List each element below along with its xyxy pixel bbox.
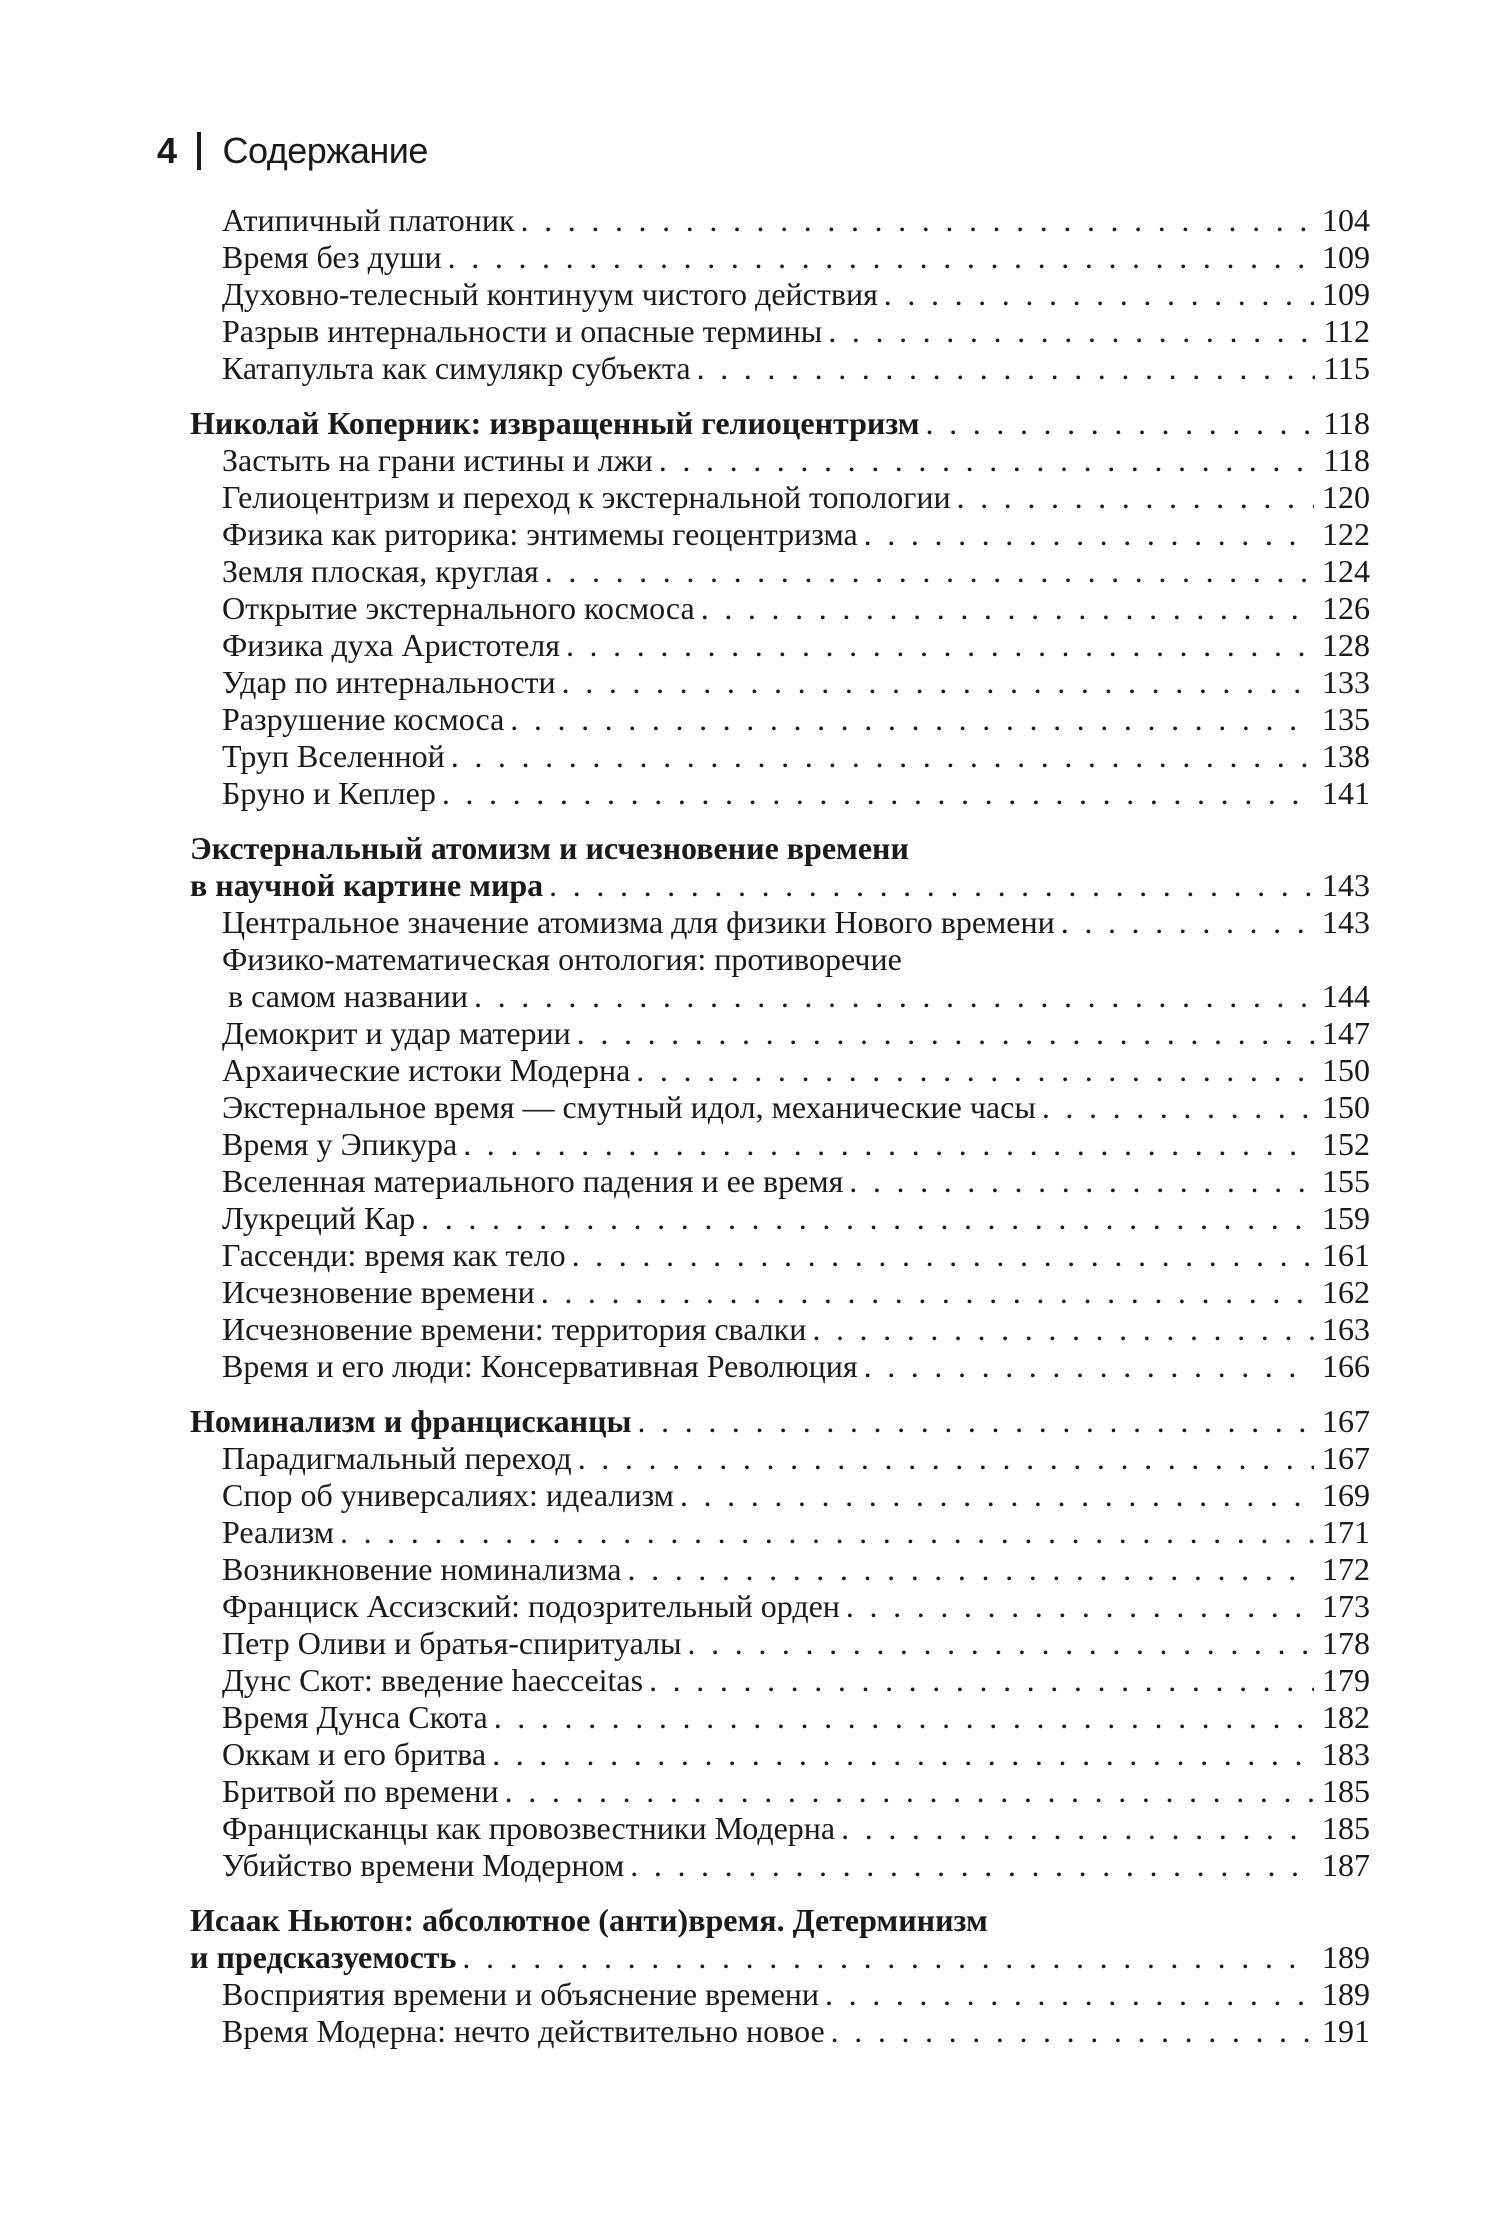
toc-item-page-number: 126 [1322,590,1370,626]
dot-leader [825,1976,1314,2013]
dot-leader [701,590,1314,627]
toc-item-title: Физика как риторика: энтимемы геоцентризма [222,516,858,552]
toc-item-title: Земля плоская, круглая [222,553,539,589]
toc-item[interactable] [190,904,1370,941]
toc-item-page-number: 150 [1322,1052,1370,1088]
toc-item-title: Физика духа Аристотеля [222,627,560,663]
toc-item-page-number: 141 [1322,775,1370,811]
toc-item-page-number: 171 [1322,1514,1370,1550]
dot-leader [841,1810,1314,1847]
dot-leader [577,1015,1314,1052]
toc-item[interactable] [190,1163,1370,1200]
toc-item-title: Возникновение номинализма [222,1551,622,1587]
toc-chapter-entry[interactable] [190,1939,1370,1976]
dot-leader [448,239,1314,276]
toc-item-page-number: 109 [1322,239,1370,275]
toc-item[interactable] [190,1126,1370,1163]
dot-leader [957,479,1314,516]
toc-item-title: Архаические истоки Модерна [222,1052,631,1088]
toc-item[interactable] [190,1736,1370,1773]
toc-item-title: Открытие экстернального космоса [222,590,695,626]
toc-item-page-number: 155 [1322,1163,1370,1199]
toc-item[interactable] [190,1976,1370,2013]
dot-leader [494,1699,1314,1736]
toc-section [190,405,1370,812]
toc-section [190,202,1370,387]
toc-section [190,1902,1370,2050]
dot-leader [442,775,1314,812]
dot-leader [680,1477,1314,1514]
dot-leader [1042,1089,1314,1126]
toc-item-title: Труп Вселенной [222,738,445,774]
toc-section [190,1403,1370,1884]
dot-leader [659,442,1315,479]
toc-item-title: Удар по интернальности [222,664,556,700]
chapter-title-line: Исаак Ньютон: абсолютное (анти)время. Детерминизм [190,1902,988,1938]
toc-item-title: Центральное значение атомизма для физики Нового времени [222,904,1055,940]
toc-item-page-number: 191 [1322,2013,1370,2049]
dot-leader [926,405,1316,442]
toc-item[interactable] [190,1237,1370,1274]
toc-item-title: Разрушение космоса [222,701,505,737]
toc-item[interactable] [190,1015,1370,1052]
toc-item[interactable] [190,276,1370,313]
toc-item-page-number: 185 [1322,1810,1370,1846]
page-number: 4 [157,130,177,171]
toc-item[interactable] [190,350,1370,387]
toc-item-page-number: 104 [1322,202,1370,238]
toc-item-page-number: 172 [1322,1551,1370,1587]
toc-item-page-number: 133 [1322,664,1370,700]
toc-item-title: Гассенди: время как тело [222,1237,566,1273]
toc-item[interactable] [190,1200,1370,1237]
toc-item-page-number: 166 [1322,1348,1370,1384]
toc-item[interactable] [190,1348,1370,1385]
toc-item-title: Реализм [222,1514,334,1550]
dot-leader [849,1163,1314,1200]
dot-leader [649,1662,1314,1699]
toc-item-page-number: 143 [1322,904,1370,940]
toc-item-page-number: 183 [1322,1736,1370,1772]
dot-leader [340,1514,1314,1551]
toc-item[interactable] [190,1625,1370,1662]
toc-item-page-number: 109 [1322,276,1370,312]
toc-item[interactable] [190,590,1370,627]
dot-leader [451,738,1314,775]
chapter-title: Николай Коперник: извращенный гелиоцентризм [190,405,920,441]
toc-item-page-number: 128 [1322,627,1370,663]
toc-item-title: Время без души [222,239,442,275]
toc-item-title: Оккам и его бритва [222,1736,487,1772]
dot-leader [697,350,1316,387]
toc-item-title: Время Дунса Скота [222,1699,488,1735]
dot-leader [638,1403,1314,1440]
toc-item-title: Время Модерна: нечто действительно новое [222,2013,825,2049]
dot-leader [831,2013,1314,2050]
toc-item-title: Восприятия времени и объяснение времени [222,1976,820,2012]
toc-chapter-entry[interactable] [190,867,1370,904]
toc-item-title: Вселенная материального падения и ее время [222,1163,844,1199]
toc-item-page-number: 120 [1322,479,1370,515]
toc-item-title: Время у Эпикура [222,1126,458,1162]
chapter-page-number: 118 [1323,405,1370,441]
toc-item-page-number: 187 [1322,1847,1370,1883]
header-separator [197,132,201,170]
toc-item-page-number: 147 [1322,1015,1370,1051]
toc-item-page-number: 152 [1322,1126,1370,1162]
toc-item-page-number: 138 [1322,738,1370,774]
running-title: Содержание [222,130,428,171]
toc-item-page-number: 115 [1323,350,1370,386]
toc-item[interactable] [190,1588,1370,1625]
toc-item[interactable] [190,1089,1370,1126]
dot-leader [828,313,1315,350]
toc-item-page-number: 167 [1322,1440,1370,1476]
toc-item-page-number: 144 [1322,978,1370,1014]
toc-section [190,830,1370,1385]
toc-item[interactable] [190,2013,1370,2050]
toc-item[interactable] [190,1477,1370,1514]
dot-leader [562,664,1314,701]
toc-item-page-number: 179 [1322,1662,1370,1698]
toc-item-title: Экстернальное время — смутный идол, механические часы [222,1089,1036,1125]
toc-item[interactable] [190,1551,1370,1588]
toc-item[interactable] [190,1662,1370,1699]
toc-item[interactable] [190,701,1370,738]
dot-leader [421,1200,1314,1237]
toc-item-page-number: 169 [1322,1477,1370,1513]
dot-leader [864,516,1314,553]
toc-item-title: Петр Оливи и братья-спиритуалы [222,1625,682,1661]
chapter-title: и предсказуемость [190,1939,457,1975]
chapter-page-number: 143 [1322,867,1370,903]
dot-leader [630,1847,1314,1884]
toc-item[interactable] [190,1847,1370,1884]
toc-item[interactable] [190,516,1370,553]
dot-leader [549,867,1314,904]
dot-leader [462,1939,1314,1976]
toc-item[interactable] [190,479,1370,516]
dot-leader [688,1625,1314,1662]
toc-item[interactable] [190,1810,1370,1847]
toc-item-page-number: 161 [1322,1237,1370,1273]
dot-leader [628,1551,1315,1588]
chapter-title: в научной картине мира [190,867,544,903]
toc-item[interactable] [190,1699,1370,1736]
toc-item[interactable] [190,627,1370,664]
toc-item-page-number: 178 [1322,1625,1370,1661]
toc-item-page-number: 173 [1322,1588,1370,1624]
toc-item-page-number: 112 [1323,313,1370,349]
dot-leader [521,202,1314,239]
toc-item-title: Дунс Скот: введение haecceitas [222,1662,644,1698]
dot-leader [884,276,1314,313]
toc-item-title: Исчезновение времени [222,1274,535,1310]
toc-item[interactable] [190,1773,1370,1810]
toc-item-page-number: 118 [1323,442,1370,478]
dot-leader [846,1588,1314,1625]
toc-item-title: Гелиоцентризм и переход к экстернальной топологии [222,479,951,515]
toc-item-page-number: 185 [1322,1773,1370,1809]
toc-item[interactable] [190,202,1370,239]
toc-item-page-number: 135 [1322,701,1370,737]
dot-leader [812,1311,1314,1348]
toc-item[interactable] [190,1052,1370,1089]
toc-item[interactable] [190,775,1370,812]
chapter-page-number: 189 [1322,1939,1370,1975]
toc-item-title: Атипичный платоник [222,202,515,238]
toc-item-page-number: 124 [1322,553,1370,589]
toc-item[interactable] [190,664,1370,701]
toc-item-title: Парадигмальный переход [222,1440,572,1476]
toc-item-title: Францисканцы как провозвестники Модерна [222,1810,836,1846]
toc-item[interactable] [190,442,1370,479]
dot-leader [492,1736,1314,1773]
toc-item-page-number: 163 [1322,1311,1370,1347]
dot-leader [474,978,1314,1015]
toc-item-page-number: 189 [1322,1976,1370,2012]
toc-item[interactable] [190,1274,1370,1311]
toc-item-title: Катапульта как симулякр субъекта [222,350,691,386]
running-header [157,126,428,176]
toc-item-title-line: Физико-математическая онтология: противоречие [222,941,902,977]
toc-item[interactable] [190,553,1370,590]
toc-item-title: Франциск Ассизский: подозрительный орден [222,1588,840,1624]
dot-leader [510,701,1314,738]
dot-leader [864,1348,1314,1385]
toc-item-title: Лукреций Кар [222,1200,416,1236]
toc-chapter-entry[interactable] [190,1403,1370,1440]
table-of-contents [190,202,1370,2068]
toc-item-page-number: 182 [1322,1699,1370,1735]
toc-item-title: Духовно-телесный континуум чистого действия [222,276,878,312]
toc-item[interactable] [190,239,1370,276]
chapter-title-line: Экстернальный атомизм и исчезновение времени [190,830,909,866]
toc-item-title: Бритвой по времени [222,1773,499,1809]
toc-item-page-number: 150 [1322,1089,1370,1125]
dot-leader [541,1274,1314,1311]
toc-item-title: Бруно и Кеплер [222,775,436,811]
toc-item-title: Убийство времени Модерном [222,1847,625,1883]
toc-item-title: Время и его люди: Консервативная Революция [222,1348,858,1384]
toc-item-title: Демокрит и удар материи [222,1015,571,1051]
toc-item-title: Исчезновение времени: территория свалки [222,1311,807,1347]
chapter-page-number: 167 [1322,1403,1370,1439]
dot-leader [578,1440,1314,1477]
dot-leader [566,627,1314,664]
dot-leader [1061,904,1314,941]
toc-item[interactable] [190,1514,1370,1551]
toc-item-title: в самом названии [228,978,469,1014]
dot-leader [463,1126,1314,1163]
toc-item-title: Разрыв интернальности и опасные термины [222,313,823,349]
toc-item-title: Застыть на грани истины и лжи [222,442,653,478]
toc-item[interactable] [190,978,1370,1015]
toc-item-page-number: 162 [1322,1274,1370,1310]
toc-item-page-number: 122 [1322,516,1370,552]
toc-item[interactable] [190,1311,1370,1348]
dot-leader [636,1052,1314,1089]
toc-item[interactable] [190,1440,1370,1477]
toc-item-page-number: 159 [1322,1200,1370,1236]
dot-leader [572,1237,1314,1274]
dot-leader [505,1773,1314,1810]
toc-item[interactable] [190,313,1370,350]
dot-leader [545,553,1314,590]
toc-item[interactable] [190,738,1370,775]
toc-chapter-entry[interactable] [190,405,1370,442]
chapter-title: Номинализм и францисканцы [190,1403,632,1439]
toc-item-title: Спор об универсалиях: идеализм [222,1477,674,1513]
